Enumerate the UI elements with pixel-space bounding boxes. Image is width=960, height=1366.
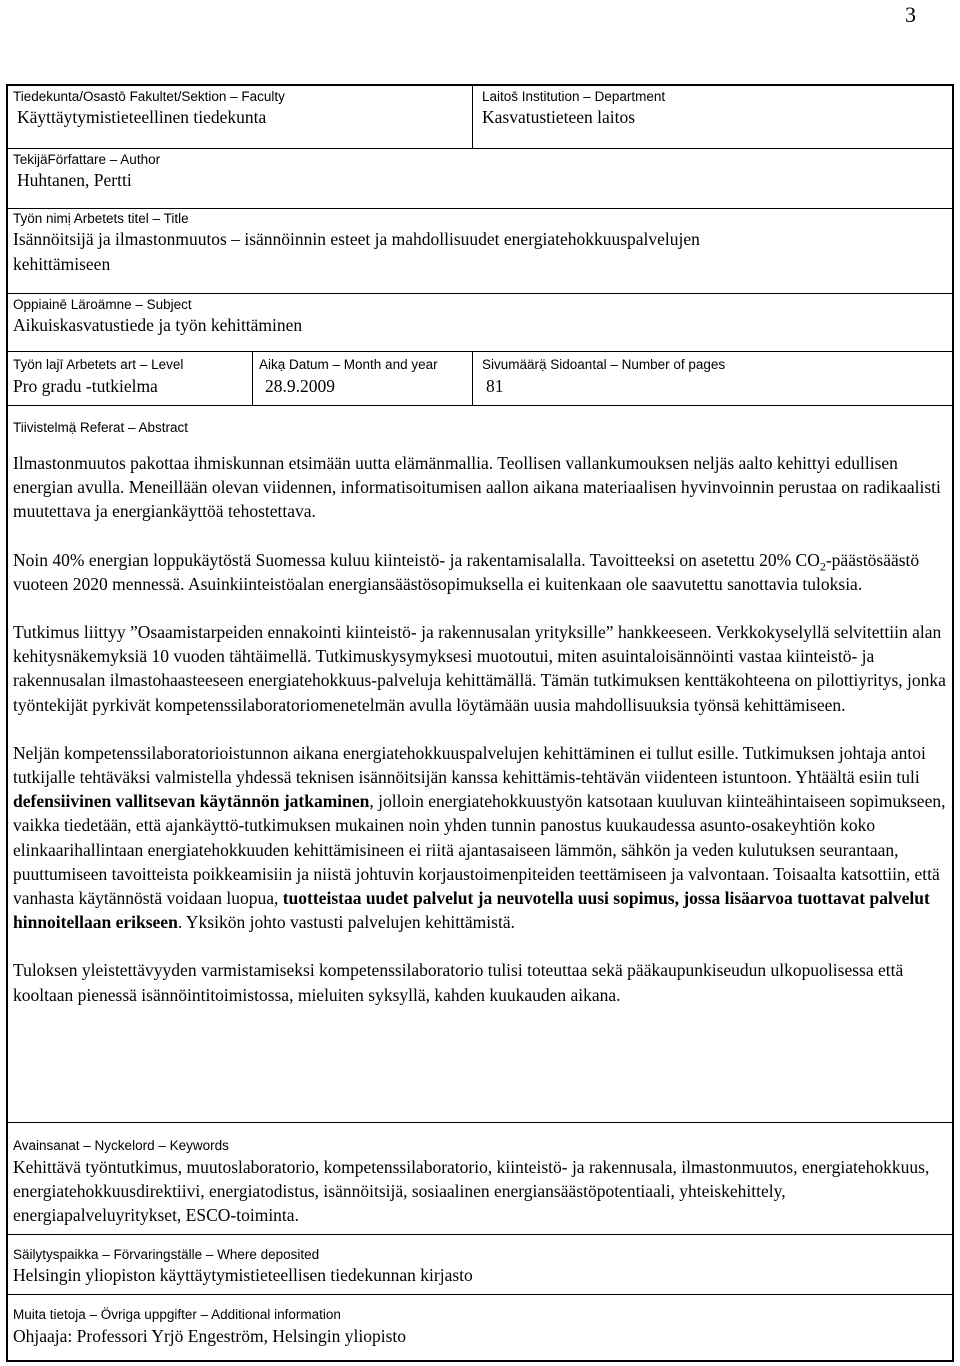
page-number: 3	[905, 2, 916, 27]
department-cell	[482, 86, 942, 148]
additional-row	[8, 1294, 952, 1360]
faculty-label: Tiedekunta/Osastō Fakultet/Sektion – Faculty	[13, 89, 285, 104]
deposited-row	[8, 1234, 952, 1294]
additional-value: Ohjaaja: Professori Yrjö Engeström, Helsingin yliopisto	[13, 1326, 407, 1346]
date-label: Aikạ Datum – Month and year	[259, 357, 438, 372]
author-label: TekijäFörfattare – Author	[13, 152, 161, 167]
author-value: Huhtanen, Pertti	[17, 170, 132, 190]
faculty-value: Käyttäytymistieteellinen tiedekunta	[17, 107, 267, 127]
faculty-cell	[13, 86, 468, 148]
level-date-pages-row	[8, 351, 952, 405]
subject-value: Aikuiskasvatustiede ja työn kehittäminen	[13, 315, 303, 335]
abstract-paragraph-4: Neljän kompetenssilaboratorioistunnon aikana energiatehokkuuspalvelujen kehittäminen ei tullut esille. Tutkimuksen johtaja antoi tutkijalle tehtäväksi valmistella yhdessä teknisen isännöitsijän kanssa kehittämis-tehtävän viidenteen istuntoon. Yhtäältä esiin tuli defensiivinen vallitsevan käytännön jatkaminen, jolloin energiatehokkuustyön katsotaan kuuluvan kiinteähintaiseen sopimukseen, vaikka tiedetään, että ajankäyttö-tutkimuksen mukainen noin yhden tunnin panostus kuukaudessa asunto-osakeyhtiön koko elinkaarihallintaan energiatehokkuuden kehittämisineen ei riitä ajantasaiseen lämmön, sähkön ja veden kulutuksen seurantaan, puuttumiseen tavoitteista poikkeamisiin ja niistä johtuvin korjaustoimenpiteiden teettämiseen ja valvontaan. Toisaalta katsottiin, että vanhasta käytännöstä voidaan luopua, tuotteistaa uudet palvelut ja neuvotella uusi sopimus, jossa lisäarvoa tuottavat palvelut hinnoitellaan erikseen. Yksikön johto vastusti palvelujen kehittämistä.	[13, 742, 946, 933]
department-label: Laitos̄ Institution – Department	[482, 89, 666, 104]
abstract-paragraph-3: Tutkimus liittyy ”Osaamistarpeiden ennakointi kiinteistö- ja rakennusalan yrityksille” hankkeeseen. Verkkokyselyllä selvitettiin alan kehitysnäkemyksiä 10 vuoden tähtäimellä. Tutkimuskysymyksesi muotoutui, miten asuintaloisännöinti vastaa kiinteistö- ja rakennusalan ilmastohaasteeseen energiatehokkuus-palveluja kehittämällä. Tämän tutkimuksen kenttäkohteena on pilottiyritys, jonka työntekijät pyrkivät kompetenssilaboratoriomenetelmän avulla löytämään uusia mahdollisuuksia työnsä kehittämiseen.	[13, 622, 946, 715]
additional-label: Muita tietoja – Övriga uppgifter – Additional information	[13, 1307, 341, 1322]
pages-cell	[482, 352, 942, 405]
abstract-label: Tiivistelmạ̈ Referat – Abstract	[13, 420, 189, 435]
title-label: Työn nimị Arbetets titel – Title	[13, 211, 189, 226]
level-cell	[13, 352, 248, 405]
title-row	[8, 208, 952, 293]
date-value: 28.9.2009	[265, 376, 335, 396]
pages-label: Sivumäärạ̈ Sidoantal – Number of pages	[482, 357, 726, 372]
pages-value: 81	[486, 376, 504, 396]
subject-row	[8, 293, 952, 351]
abstract-row	[8, 405, 952, 1122]
keywords-row	[8, 1122, 952, 1234]
keywords-label: Avainsanat – Nyckelord – Keywords	[13, 1138, 229, 1153]
abstract-paragraph-2: Noin 40% energian loppukäytöstä Suomessa kuluu kiinteistö- ja rakentamisalalla. Tavoitteeksi on asetettu 20% $CO_2$-päästösäästö vuoteen 2020 mennessä. Asuinkiinteistöalan energiansäästösopimuksella ei kuitenkaan ole saavutettu sanottavia tuloksia.	[13, 549, 920, 594]
faculty-department-row	[8, 86, 952, 148]
title-value-line1: Isännöitsijä ja ilmastonmuutos – isännöinnin esteet ja mahdollisuudet energiatehokkuuspalvelujen	[13, 229, 700, 249]
level-value: Pro gradu -tutkielma	[13, 376, 158, 396]
column-divider	[472, 86, 473, 148]
column-divider	[472, 352, 473, 405]
deposited-value: Helsingin yliopiston käyttäytymistieteellisen tiedekunnan kirjasto	[13, 1265, 473, 1285]
abstract-text	[13, 451, 949, 1007]
keywords-value: Kehittävä työntutkimus, muutoslaboratorio, kompetenssilaboratorio, kiinteistö- ja rakennusala, ilmastonmuutos, energiatehokkuus, energiatehokkuusdirektiivi, energiatodistus, isännöitsijä, sosiaalinen energiansäästöpotentiaali, yhteiskehittely, energiapalveluyritykset, ESCO-toiminta.	[13, 1157, 930, 1225]
abstract-paragraph-1: Ilmastonmuutos pakottaa ihmiskunnan etsimään uutta elämänmallia. Teollisen vallankumouksen neljäs aalto kehittyi edullisen energian avulla. Meneillään olevan viidennen, informatisoitumisen aallon aikana materiaalisen hyvinvoinnin perustaa on radikaalisti muutettava ja energiankäyttöä tehostettava.	[13, 453, 941, 522]
abstract-form	[6, 84, 954, 1362]
department-value: Kasvatustieteen laitos	[482, 107, 636, 127]
title-value-line2: kehittämiseen	[13, 254, 111, 274]
column-divider	[252, 352, 253, 405]
date-cell	[259, 352, 469, 405]
level-label: Työn lajī Arbetets art – Level	[13, 357, 184, 372]
author-row	[8, 148, 952, 208]
subject-label: Oppiainē Läroämne – Subject	[13, 297, 192, 312]
deposited-label: Säilytyspaikka – Förvaringställe – Where deposited	[13, 1247, 320, 1262]
abstract-paragraph-5: Tuloksen yleistettävyyden varmistamiseksi kompetenssilaboratorio tulisi toteuttaa sekä pääkaupunkiseudun ulkopuolisessa että kooltaan pienessä isännöintitoimistossa, mieluiten syksyllä, kahden kuukauden aikana.	[13, 960, 904, 1005]
